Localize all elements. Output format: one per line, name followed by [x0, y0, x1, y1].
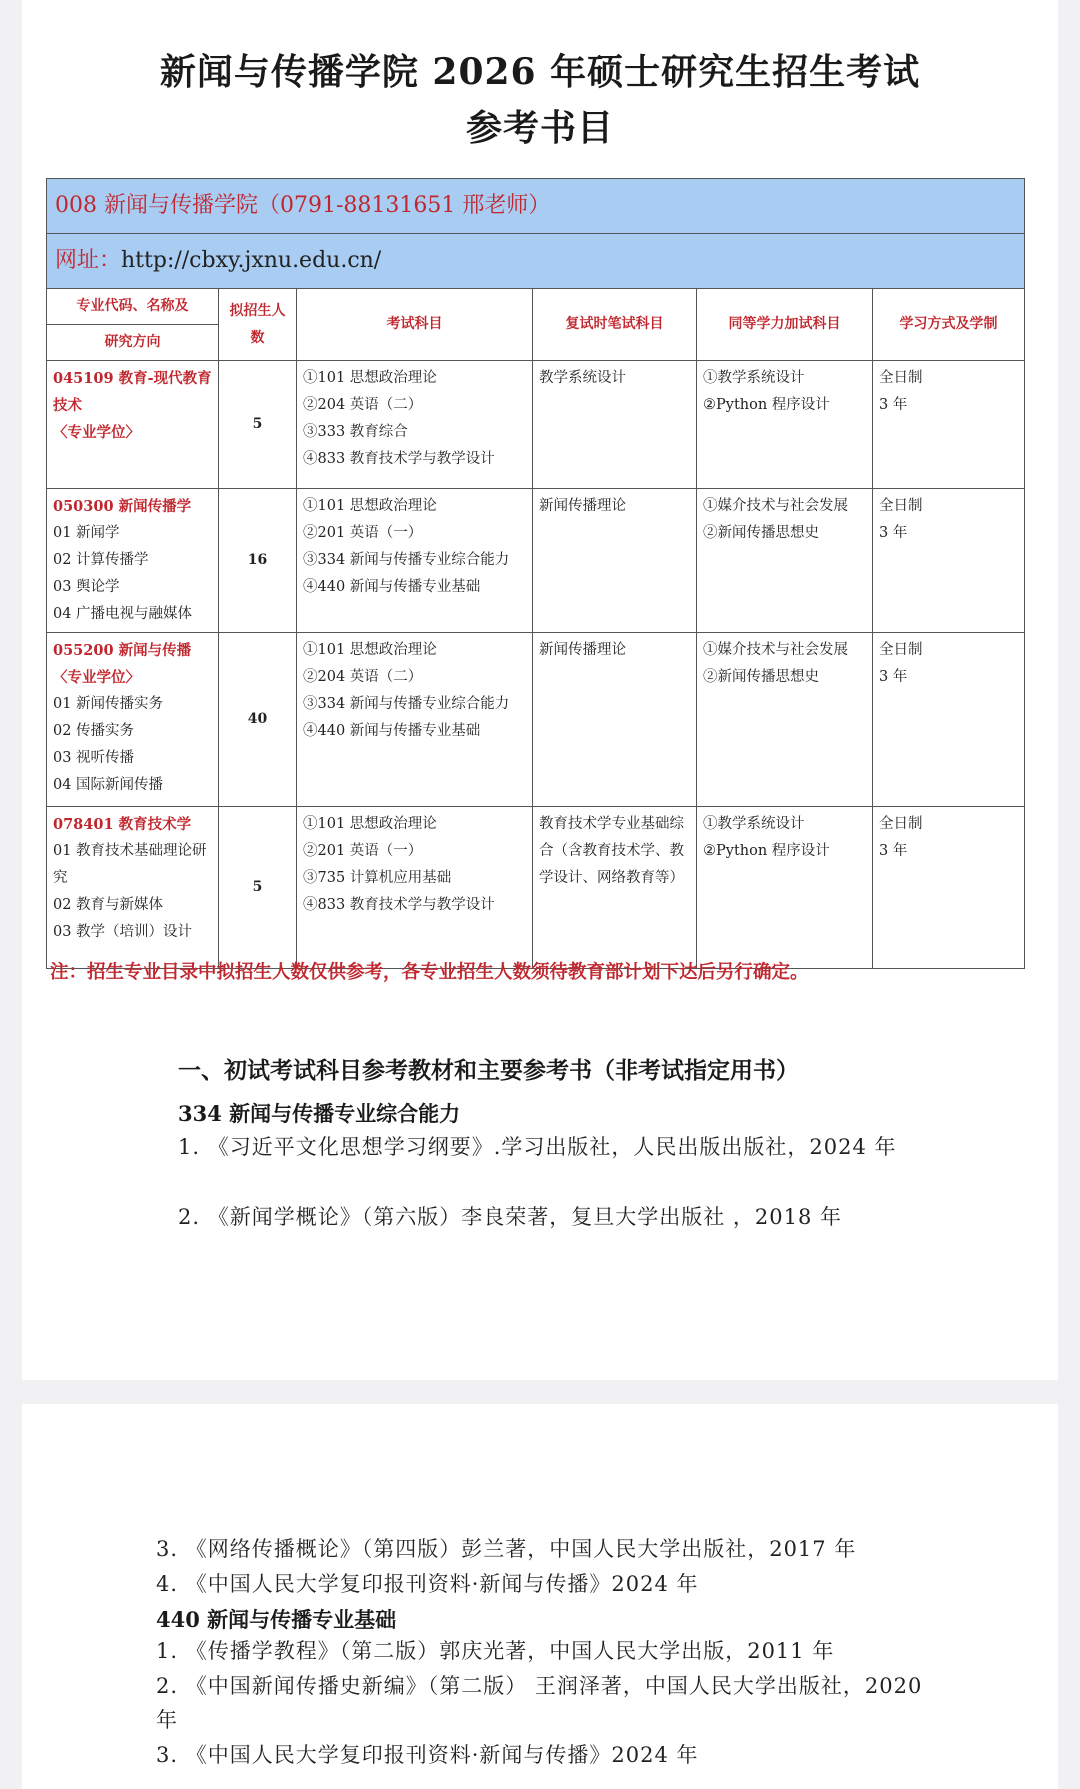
major-direction: 03 舆论学 — [53, 579, 120, 595]
exam-subject: ③334 新闻与传播专业综合能力 — [303, 696, 510, 712]
study-length: 3 年 — [879, 843, 908, 859]
major-name: 045109 教育-现代教育技术 — [53, 370, 212, 414]
document-title-line-1: 新闻与传播学院 2026 年硕士研究生招生考试 — [159, 51, 921, 93]
subject-heading-334: 334 新闻与传播专业综合能力 — [178, 1101, 461, 1126]
exam-subject: ①101 思想政治理论 — [303, 816, 437, 832]
equivalent-cell — [697, 633, 873, 807]
exam-subject: ②204 英语（二） — [303, 397, 423, 413]
exam-subject: ④440 新闻与传播专业基础 — [303, 579, 481, 595]
reference-item: 1. 《习近平文化思想学习纲要》.学习出版社，人民出版出版社，2024 年 — [178, 1135, 897, 1159]
table-row — [47, 807, 1025, 969]
reference-item: 4. 《中国人民大学复印报刊资料·新闻与传播》2024 年 — [156, 1572, 699, 1596]
website-row — [47, 234, 1025, 289]
major-name: 078401 教育技术学 — [53, 816, 192, 833]
college-header: 008 新闻与传播学院（0791-88131651 邢老师） — [47, 179, 1025, 234]
equivalent-subject: ②Python 程序设计 — [703, 843, 830, 859]
table-row — [47, 489, 1025, 633]
major-direction: 01 新闻学 — [53, 525, 120, 541]
document-page-2 — [22, 1404, 1058, 1789]
exam-subject: ④833 教育技术学与教学设计 — [303, 451, 495, 467]
study-cell — [873, 361, 1025, 489]
quota-cell: 5 — [219, 361, 297, 489]
section-title: 一、初试考试科目参考教材和主要参考书（非考试指定用书） — [178, 1057, 799, 1084]
major-direction: 02 传播实务 — [53, 723, 135, 739]
exam-cell — [297, 807, 533, 969]
table-row — [47, 633, 1025, 807]
exam-subject: ④833 教育技术学与教学设计 — [303, 897, 495, 913]
reference-item: 3. 《中国人民大学复印报刊资料·新闻与传播》2024 年 — [156, 1743, 699, 1767]
enrollment-note: 注：招生专业目录中拟招生人数仅供参考，各专业招生人数须待教育部计划下达后另行确定。 — [50, 962, 809, 983]
exam-subject: ③333 教育综合 — [303, 424, 408, 440]
study-length: 3 年 — [879, 669, 908, 685]
exam-subject: ②204 英语（二） — [303, 669, 423, 685]
exam-cell — [297, 633, 533, 807]
col-header-retest: 复试时笔试科目 — [533, 289, 697, 361]
exam-cell — [297, 361, 533, 489]
exam-cell — [297, 489, 533, 633]
col-header-quota: 拟招生人数 — [219, 289, 297, 361]
website-link[interactable]: http://cbxy.jxnu.edu.cn/ — [121, 248, 382, 273]
equivalent-subject: ①媒介技术与社会发展 — [703, 642, 848, 658]
study-length: 3 年 — [879, 397, 908, 413]
equivalent-cell — [697, 361, 873, 489]
major-direction: 03 教学（培训）设计 — [53, 924, 193, 940]
retest-cell: 教育技术学专业基础综合（含教育技术学、教学设计、网络教育等） — [533, 807, 697, 969]
equivalent-subject: ①教学系统设计 — [703, 816, 805, 832]
col-header-exam: 考试科目 — [297, 289, 533, 361]
col-header-major: 专业代码、名称及 — [47, 289, 219, 325]
major-name: 050300 新闻传播学 — [53, 498, 192, 515]
exam-subject: ①101 思想政治理论 — [303, 498, 437, 514]
retest-cell: 教学系统设计 — [533, 361, 697, 489]
major-name: 055200 新闻与传播 — [53, 642, 192, 659]
table-row — [47, 361, 1025, 489]
exam-subject: ③334 新闻与传播专业综合能力 — [303, 552, 510, 568]
study-mode: 全日制 — [879, 816, 923, 832]
document-title-line-2: 参考书目 — [465, 107, 614, 149]
col-header-direction: 研究方向 — [47, 325, 219, 361]
major-direction: 01 新闻传播实务 — [53, 696, 164, 712]
major-cell — [47, 633, 219, 807]
subject-heading-440: 440 新闻与传播专业基础 — [156, 1607, 397, 1632]
enrollment-catalog-table — [46, 178, 1025, 969]
col-header-study: 学习方式及学制 — [873, 289, 1025, 361]
major-direction: 〈专业学位〉 — [53, 669, 140, 686]
exam-subject: ①101 思想政治理论 — [303, 370, 437, 386]
equivalent-subject: ①媒介技术与社会发展 — [703, 498, 848, 514]
equivalent-subject: ①教学系统设计 — [703, 370, 805, 386]
retest-cell: 新闻传播理论 — [533, 489, 697, 633]
quota-cell: 5 — [219, 807, 297, 969]
study-mode: 全日制 — [879, 642, 923, 658]
exam-subject: ①101 思想政治理论 — [303, 642, 437, 658]
exam-subject: ②201 英语（一） — [303, 525, 423, 541]
exam-subject: ②201 英语（一） — [303, 843, 423, 859]
quota-cell: 40 — [219, 633, 297, 807]
study-cell — [873, 807, 1025, 969]
major-direction: 02 计算传播学 — [53, 552, 149, 568]
equivalent-cell — [697, 807, 873, 969]
major-direction: 03 视听传播 — [53, 750, 135, 766]
website-label: 网址： — [55, 248, 122, 273]
major-direction: 〈专业学位〉 — [53, 424, 140, 441]
equivalent-subject: ②新闻传播思想史 — [703, 525, 819, 541]
reference-item: 3. 《网络传播概论》（第四版）彭兰著，中国人民大学出版社，2017 年 — [156, 1537, 857, 1561]
equivalent-cell — [697, 489, 873, 633]
study-cell — [873, 633, 1025, 807]
study-cell — [873, 489, 1025, 633]
major-direction: 04 国际新闻传播 — [53, 777, 164, 793]
equivalent-subject: ②新闻传播思想史 — [703, 669, 819, 685]
reference-item: 2. 《新闻学概论》（第六版）李良荣著，复旦大学出版社 ，2018 年 — [178, 1205, 843, 1229]
major-direction: 04 广播电视与融媒体 — [53, 606, 193, 622]
reference-item: 2. 《中国新闻传播史新编》（第二版） 王润泽著，中国人民大学出版社，2020 年 — [156, 1674, 923, 1732]
quota-cell: 16 — [219, 489, 297, 633]
study-mode: 全日制 — [879, 370, 923, 386]
major-direction: 02 教育与新媒体 — [53, 897, 164, 913]
major-direction: 01 教育技术基础理论研究 — [53, 843, 207, 886]
equivalent-subject: ②Python 程序设计 — [703, 397, 830, 413]
retest-cell: 新闻传播理论 — [533, 633, 697, 807]
major-cell — [47, 807, 219, 969]
study-length: 3 年 — [879, 525, 908, 541]
major-cell — [47, 361, 219, 489]
exam-subject: ④440 新闻与传播专业基础 — [303, 723, 481, 739]
reference-item: 1. 《传播学教程》（第二版）郭庆光著，中国人民大学出版，2011 年 — [156, 1639, 835, 1663]
exam-subject: ③735 计算机应用基础 — [303, 870, 452, 886]
study-mode: 全日制 — [879, 498, 923, 514]
document-page-1 — [22, 0, 1058, 1380]
major-cell — [47, 489, 219, 633]
col-header-equivalent: 同等学力加试科目 — [697, 289, 873, 361]
